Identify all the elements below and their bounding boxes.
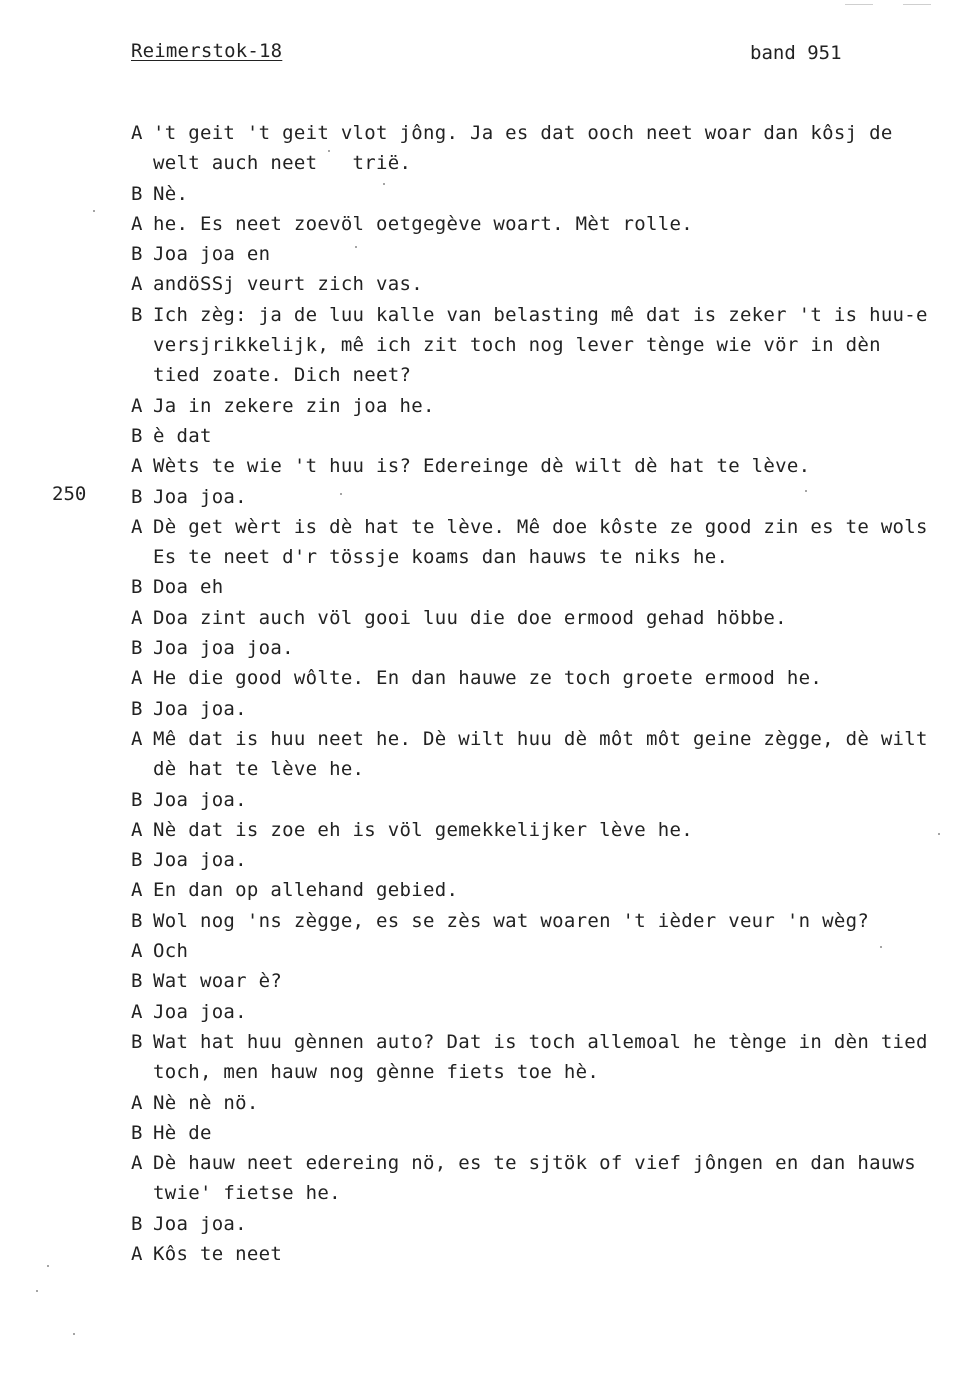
utterance-text: Hè de <box>153 1121 212 1144</box>
utterance-text: 't geit 't geit vlot jông. Ja es dat ooch neet woar dan kôsj de <box>153 122 893 144</box>
transcript-line <box>131 845 973 875</box>
speaker-label: B <box>131 788 143 811</box>
transcript-line <box>131 1088 973 1118</box>
transcript-line <box>131 754 973 784</box>
margin-line-number: 250 <box>52 483 87 505</box>
speaker-label: A <box>131 667 143 690</box>
transcript-line <box>131 724 973 754</box>
utterance-text: Joa joa en <box>153 243 271 266</box>
speaker-label: B <box>131 485 143 508</box>
transcript-line <box>131 936 973 966</box>
transcript-line <box>131 815 973 845</box>
utterance-text: Nè. <box>153 182 189 205</box>
transcript-line <box>131 1209 973 1239</box>
scan-speck <box>47 1265 49 1267</box>
utterance-text: Joa joa. <box>153 788 247 811</box>
transcript-line <box>131 269 973 299</box>
transcript-line <box>131 1027 973 1057</box>
utterance-text: He die good wôlte. En dan hauwe ze toch groete ermood he. <box>153 667 823 690</box>
speaker-label <box>131 148 153 178</box>
utterance-text: Joa joa joa. <box>153 637 294 660</box>
utterance-text: versjrikkelijk, mê ich zit toch nog lever tènge wie vör in dèn <box>153 334 881 357</box>
utterance-text: twie' fietse he. <box>153 1182 341 1205</box>
transcript-line <box>131 542 973 572</box>
utterance-text: Dè get wèrt is dè hat te lève. Mê doe kôste ze good zin es te wols <box>153 515 928 538</box>
utterance-text: Doa zint auch völ gooi luu die doe ermood gehad höbbe. <box>153 606 787 629</box>
transcript-line <box>131 633 973 663</box>
transcript-line <box>131 694 973 724</box>
speaker-label: A <box>131 879 143 902</box>
speaker-label: A <box>131 122 143 144</box>
speaker-label: A <box>131 727 143 750</box>
utterance-text: welt auch neet trië. <box>153 152 412 175</box>
transcript <box>131 118 973 1269</box>
transcript-line <box>131 1239 973 1269</box>
utterance-text: Wèts te wie 't huu is? Edereinge dè wilt dè hat te lève. <box>153 455 811 478</box>
speaker-label: B <box>131 970 143 993</box>
transcript-line <box>131 118 973 148</box>
utterance-text: Wat hat huu gènnen auto? Dat is toch allemoal he tènge in dèn tied <box>153 1030 928 1053</box>
scan-speck <box>73 1333 75 1335</box>
utterance-text: Nè nè nö. <box>153 1091 259 1114</box>
speaker-label: A <box>131 273 143 296</box>
utterance-text: En dan op allehand gebied. <box>153 879 459 902</box>
utterance-text: Es te neet d'r tössje koams dan hauws te niks he. <box>153 546 729 569</box>
scan-speck <box>938 833 940 835</box>
transcript-line <box>131 1118 973 1148</box>
transcript-line <box>131 148 973 178</box>
speaker-label: A <box>131 818 143 841</box>
transcript-line <box>131 421 973 451</box>
utterance-text: Kôs te neet <box>153 1242 283 1265</box>
utterance-text: Joa joa. <box>153 849 247 872</box>
speaker-label <box>131 360 153 390</box>
speaker-label: B <box>131 303 143 326</box>
scan-speck <box>880 946 882 948</box>
speaker-label: A <box>131 394 143 417</box>
top-edge-mark <box>845 4 873 5</box>
speaker-label: A <box>131 606 143 629</box>
transcript-line <box>131 966 973 996</box>
transcript-line <box>131 391 973 421</box>
transcript-line <box>131 179 973 209</box>
speaker-label: B <box>131 1121 143 1144</box>
transcript-line <box>131 330 973 360</box>
speaker-label <box>131 542 153 572</box>
scan-speck <box>355 246 357 248</box>
utterance-text: andöSSj veurt zich vas. <box>153 273 423 296</box>
tape-number: band 951 <box>750 42 842 64</box>
transcript-line <box>131 512 973 542</box>
speaker-label: B <box>131 1212 143 1235</box>
speaker-label: B <box>131 909 143 932</box>
speaker-label <box>131 330 153 360</box>
utterance-text: è dat <box>153 424 212 447</box>
speaker-label: B <box>131 424 143 447</box>
transcript-line <box>131 482 973 512</box>
scan-speck <box>805 490 807 492</box>
scan-speck <box>36 1290 38 1292</box>
speaker-label: B <box>131 576 143 599</box>
utterance-text: dè hat te lève he. <box>153 758 365 781</box>
speaker-label: B <box>131 849 143 872</box>
utterance-text: Wol nog 'ns zègge, es se zès wat woaren 't ièder veur 'n wèg? <box>153 909 870 932</box>
transcript-line <box>131 875 973 905</box>
transcript-line <box>131 209 973 239</box>
scan-speck <box>328 150 330 152</box>
speaker-label <box>131 754 153 784</box>
utterance-text: Mê dat is huu neet he. Dè wilt huu dè môt môt geine zègge, dè wilt <box>153 727 928 750</box>
scan-speck <box>340 493 342 495</box>
utterance-text: Ich zèg: ja de luu kalle van belasting mê dat is zeker 't is huu-e <box>153 303 928 326</box>
transcript-line <box>131 663 973 693</box>
utterance-text: Wat woar è? <box>153 970 283 993</box>
speaker-label <box>131 1178 153 1208</box>
utterance-text: Och <box>153 940 189 963</box>
speaker-label: B <box>131 1030 143 1053</box>
utterance-text: Joa joa. <box>153 1000 247 1023</box>
transcript-line <box>131 300 973 330</box>
transcript-line <box>131 785 973 815</box>
utterance-text: Ja in zekere zin joa he. <box>153 394 435 417</box>
speaker-label <box>131 1057 153 1087</box>
speaker-label: B <box>131 637 143 660</box>
speaker-label: B <box>131 697 143 720</box>
utterance-text: Dè hauw neet edereing nö, es te sjtök of vief jôngen en dan hauws <box>153 1152 917 1175</box>
utterance-text: Joa joa. <box>153 697 247 720</box>
utterance-text: Nè dat is zoe eh is völ gemekkelijker lève he. <box>153 818 693 841</box>
transcript-line <box>131 1057 973 1087</box>
utterance-text: he. Es neet zoevöl oetgegève woart. Mèt rolle. <box>153 212 693 235</box>
speaker-label: A <box>131 1091 143 1114</box>
speaker-label: B <box>131 243 143 266</box>
transcript-line <box>131 451 973 481</box>
transcript-line <box>131 572 973 602</box>
utterance-text: Joa joa. <box>153 485 247 508</box>
speaker-label: A <box>131 940 143 963</box>
speaker-label: A <box>131 1152 143 1175</box>
utterance-text: Joa joa. <box>153 1212 247 1235</box>
utterance-text: Doa eh <box>153 576 224 599</box>
speaker-label: A <box>131 455 143 478</box>
top-edge-mark <box>903 4 931 5</box>
utterance-text: tied zoate. Dich neet? <box>153 364 412 387</box>
speaker-label: A <box>131 515 143 538</box>
transcript-line <box>131 997 973 1027</box>
transcript-line <box>131 1178 973 1208</box>
speaker-label: A <box>131 1000 143 1023</box>
document-title: Reimerstok-18 <box>131 40 283 62</box>
speaker-label: A <box>131 212 143 235</box>
scan-speck <box>93 210 95 212</box>
transcript-line <box>131 360 973 390</box>
speaker-label: B <box>131 182 143 205</box>
transcript-line <box>131 239 973 269</box>
speaker-label: A <box>131 1242 143 1265</box>
transcript-line <box>131 906 973 936</box>
utterance-text: toch, men hauw nog gènne fiets toe hè. <box>153 1061 600 1084</box>
transcript-line <box>131 603 973 633</box>
transcript-line <box>131 1148 973 1178</box>
scan-speck <box>383 183 385 185</box>
